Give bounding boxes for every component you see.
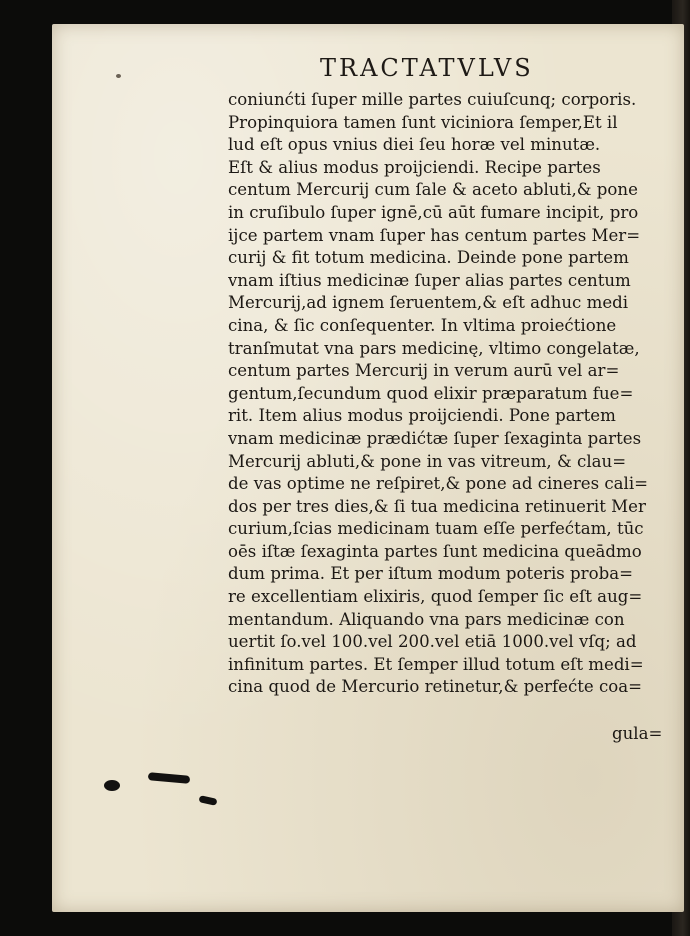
text-line: cina, & ſic conſequenter. In vltima proiećtione [228, 315, 617, 335]
text-line: re excellentiam elixiris, quod ſemper ſic eſt aug= [228, 587, 643, 607]
text-line: centum partes Mercurij in verum aurū vel ar= [228, 361, 620, 381]
text-line: centum Mercurij cum ſale & aceto abluti,& pone [228, 180, 638, 200]
text-line: uertit ſo.vel 100.vel 200.vel etiā 1000.vel vſq; ad [228, 632, 637, 652]
body-text [228, 89, 668, 699]
text-line: Eſt & alius modus proijciendi. Recipe partes [228, 157, 601, 177]
text-line: ijce partem vnam ſuper has centum partes Mer= [228, 225, 641, 245]
text-line: Mercurij abluti,& pone in vas vitreum, & clau= [228, 451, 627, 471]
ink-blot [104, 780, 120, 791]
text-line: mentandum. Aliquando vna pars medicinæ con [228, 609, 625, 629]
running-head: TRACTATVLVS [320, 54, 534, 82]
text-line: Mercurij,ad ignem ſeruentem,& eſt adhuc medi [228, 293, 629, 313]
catchword: gula= [612, 724, 663, 743]
ink-blot [198, 795, 217, 806]
text-line: gentum,ſecundum quod elixir præparatum fue= [228, 383, 634, 403]
ink-blot [148, 772, 191, 784]
text-line: curij & fit totum medicina. Deinde pone partem [228, 248, 629, 268]
text-line: in cruſibulo ſuper ignē,cū aūt fumare incipit, pro [228, 202, 639, 222]
text-line: vnam iſtius medicinæ ſuper alias partes centum [228, 270, 631, 290]
text-line: cina quod de Mercurio retinetur,& perfećte coa= [228, 677, 643, 697]
text-line: oēs iſtæ ſexaginta partes ſunt medicina queādmo [228, 541, 642, 561]
text-line: vnam medicinæ prædićtæ ſuper ſexaginta partes [228, 428, 642, 448]
paper-page [52, 24, 684, 912]
text-line: curium,ſcias medicinam tuam eſſe perfećtam, tūc [228, 519, 644, 539]
text-line: lud eſt opus vnius diei ſeu horæ vel minutæ. [228, 135, 601, 155]
text-line: dum prima. Et per iſtum modum poteris proba= [228, 564, 634, 584]
text-line: rit. Item alius modus proijciendi. Pone partem [228, 406, 616, 426]
text-line: dos per tres dies,& ſi tua medicina retinuerit Mer [228, 496, 646, 516]
text-line: de vas optime ne reſpiret,& pone ad cineres cali= [228, 474, 649, 494]
paper-speck [116, 74, 121, 78]
text-line: tranſmutat vna pars medicinę, vltimo congelatæ, [228, 338, 640, 358]
text-line: coniunćti ſuper mille partes cuiuſcunq; corporis. [228, 90, 637, 109]
text-line: infinitum partes. Et ſemper illud totum eſt medi= [228, 654, 644, 674]
text-line: Propinquiora tamen ſunt viciniora ſemper,Et il [228, 112, 618, 132]
